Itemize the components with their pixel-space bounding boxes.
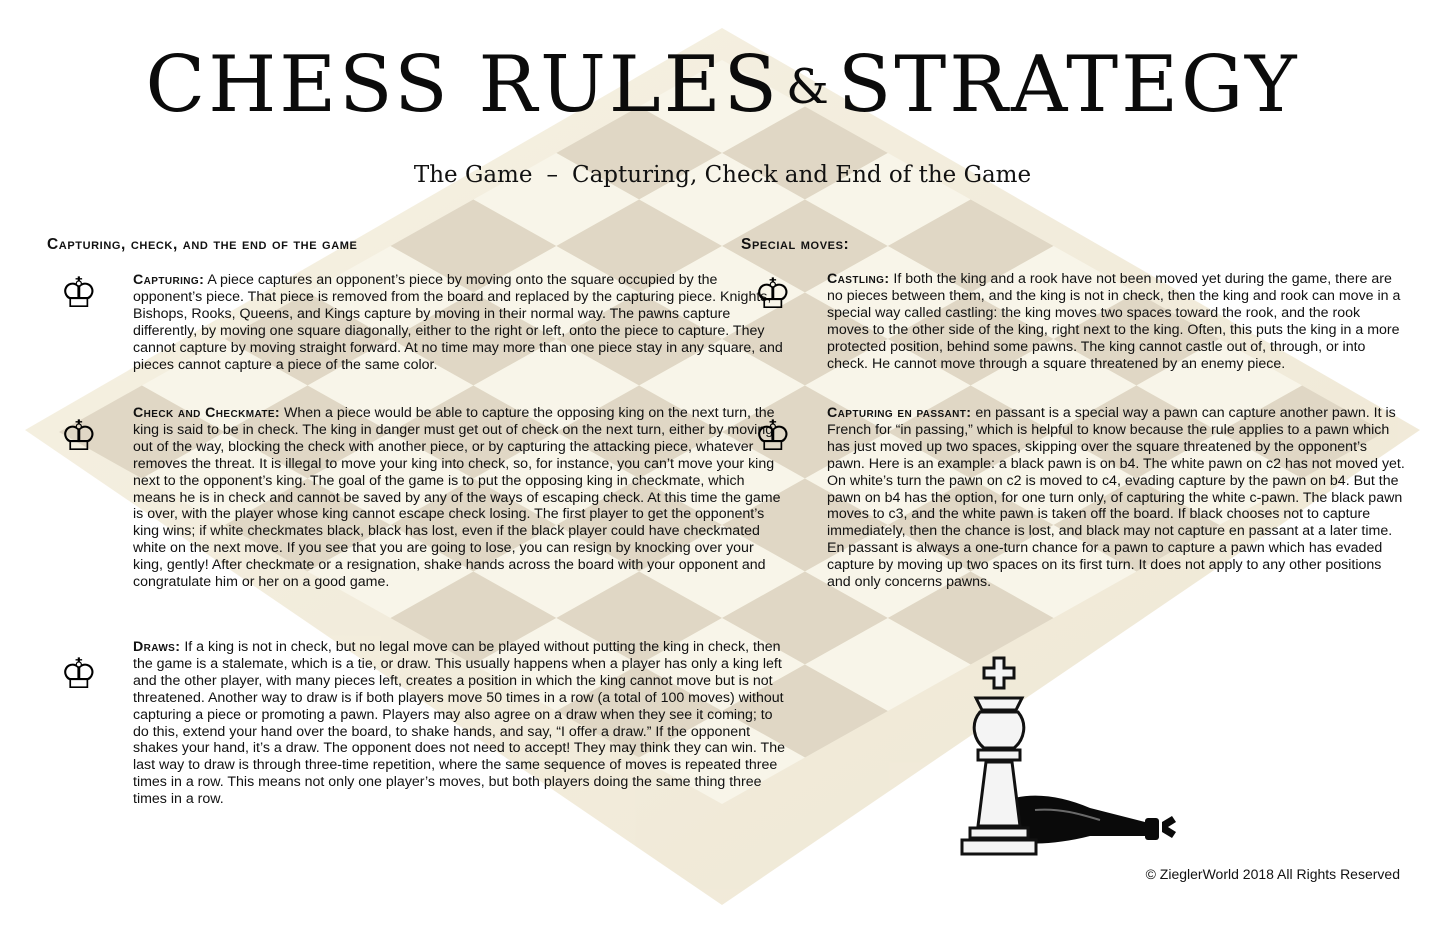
subtitle-left: The Game [413,162,533,188]
copyright-notice: © ZieglerWorld 2018 All Rights Reserved [1145,866,1400,882]
page-subtitle [0,162,1445,188]
entry-text [133,639,785,808]
entry-lead: Castling: [827,271,890,287]
entry-text [133,272,785,373]
kings-illustration [940,650,1200,860]
left-column-heading: Capturing, check, and the end of the game [47,236,358,253]
title-part-1: CHESS RULES [145,40,781,130]
entry-body: A piece captures an opponent’s piece by moving onto the square occupied by the opponent’s piece. That piece is removed from the board and replaced by the capturing piece. Knights, Bishops, Rooks, Queens, and Kings capture by moving in their normal way. The pawns capture differently, by moving one square diagonally, either to the right or left, onto the piece to capture. They cannot capture by moving straight forward. At no time may more than one piece stay in any square, and pieces cannot capture a piece of the same color. [133,272,783,373]
subtitle-separator: – [546,162,558,188]
entry-body: If a king is not in check, but no legal move can be played without putting the king in check, then the game is a stalemate, which is a tie, or draw. This usually happens when a player has only a king left and the other player, with many pieces left, creates a position in which the king cannot move but is not threatened. Another way to draw is if both players move 50 times in a row (a total of 100 moves) without capturing a piece or promoting a pawn. Players may also agree on a draw when they see it coming; to do this, extend your hand over the board, to shake hands, and say, “I offer a draw.” If the opponent shakes your hand, it’s a draw. The opponent does not need to accept! They may think they can win. The last way to draw is through three-time repetition, where the same sequence of moves is repeated three times in a row. This means not only one player’s moves, but both players doing the same thing three times in a row. [133,639,785,808]
white-king-icon: ♔ [754,411,792,460]
subtitle-right: Capturing, Check and End of the Game [571,162,1032,188]
page-title [0,40,1445,130]
entry-lead: Draws: [133,639,181,655]
entry-text [133,405,785,591]
white-king-icon: ♔ [754,269,792,318]
title-ampersand: & [786,59,832,115]
entry-text [827,271,1405,372]
entry-body: en passant is a special way a pawn can capture another pawn. It is French for “in passing,” which is helpful to know because the rule applies to a pawn which has just moved up two spaces, skipping over the square threatened by the opponent’s pawn. Here is an example: a black pawn is on b4. The white pawn on c2 has not moved yet. On white’s turn the pawn on c2 is moved to c4, evading capture by the pawn on b4. But the pawn on b4 has the option, for one turn only, of capturing the white c-pawn. The black pawn moves to c3, and the white pawn is taken off the board. If black chooses not to capture immediately, then the chance is lost, and black may not capture en passant at a later time. En passant is always a one-turn chance for a pawn to capture a pawn which has evaded capture by moving up two spaces on its first turn. It does not apply to any other positions and only concerns pawns. [827,405,1405,591]
white-king-icon: ♔ [60,649,98,698]
entry-lead: Check and Checkmate: [133,405,281,421]
entry-body: When a piece would be able to capture the opposing king on the next turn, the king is said to be in check. The king in danger must get out of check on the next turn, either by moving out of the way, blocking the check with another piece, or by capturing the attacking piece, whatever removes the threat. It is illegal to move your king into check, so, for instance, you can’t move your king next to the opponent’s king. The goal of the game is to put the opposing king in checkmate, which means he is in check and cannot be saved by any of the ways of escaping check. At this time the game is over, with the player whose king cannot escape check losing. The first player to get the opponent’s king wins; if white checkmates black, black has lost, even if the black player could have checkmated white on the next move. If you see that you are going to lose, you can resign by knocking over your king, gently! After checkmate or a resignation, shake hands across the board with your opponent and congratulate him or her on a good game. [133,405,781,591]
entry-lead: Capturing: [133,272,205,288]
entry-text [827,405,1405,591]
entry-lead: Capturing en passant: [827,405,972,421]
title-part-2: STRATEGY [837,40,1300,130]
white-king-icon: ♔ [60,268,98,317]
entry-body: If both the king and a rook have not been moved yet during the game, there are no pieces between them, and the king is not in check, then the king and rook can move in a special way called castling: the king moves two spaces toward the rook, and the rook moves to the other side of the king, right next to the king. Often, this puts the king in a more protected position, behind some pawns. The king cannot castle out of, through, or into check. He cannot move through a square threatened by an enemy piece. [827,271,1401,372]
right-column-heading: Special moves: [741,236,850,253]
white-king-icon: ♔ [60,411,98,460]
